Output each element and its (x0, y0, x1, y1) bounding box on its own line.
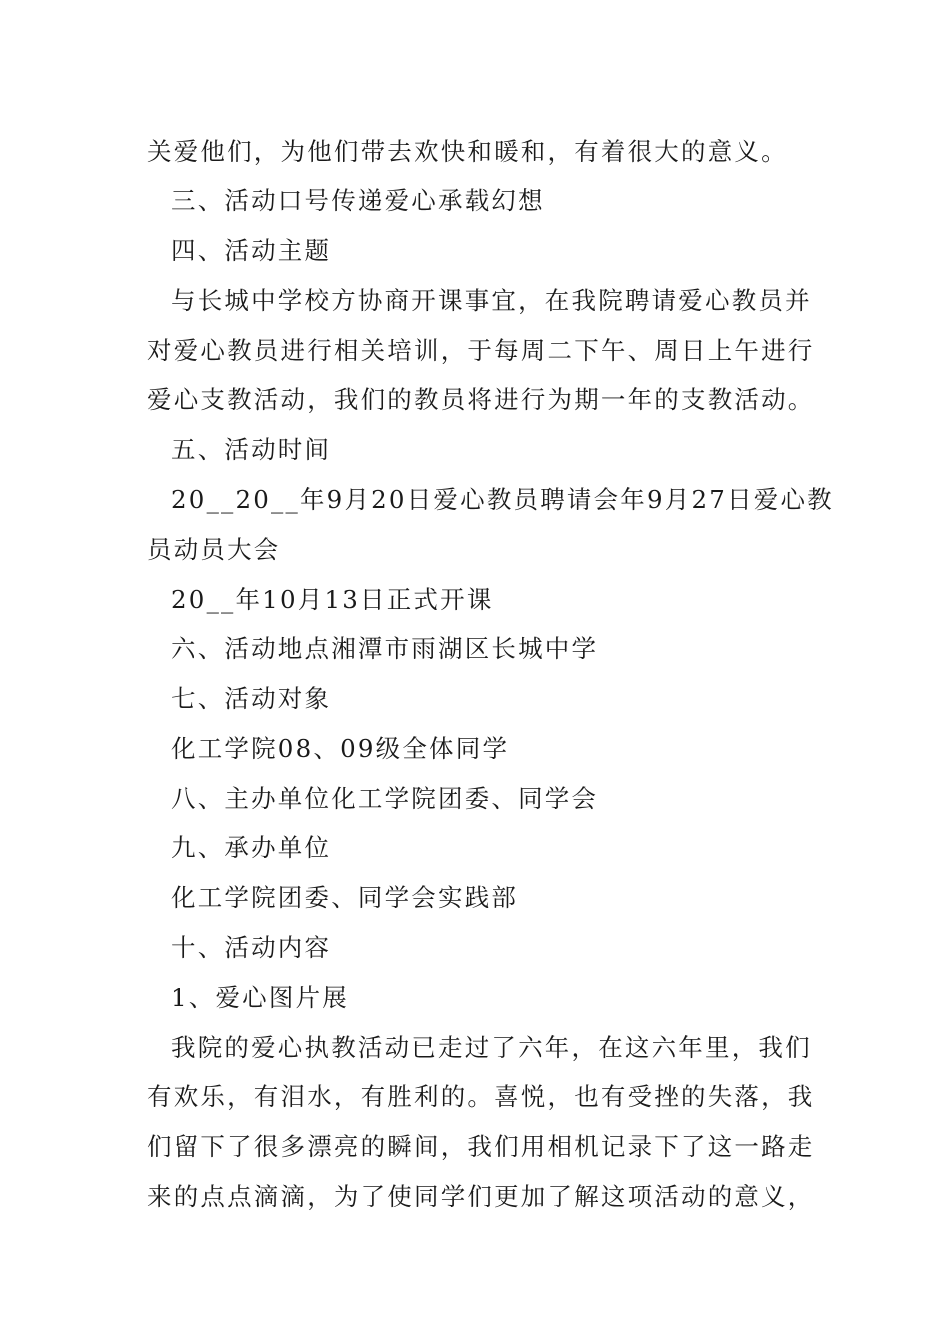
paragraph-line: 与长城中学校方协商开课事宜，在我院聘请爱心教员并 (171, 286, 812, 315)
paragraph-line: 对爱心教员进行相关培训，于每周二下午、周日上午进行 (147, 336, 815, 365)
section-heading-undertaker: 九、承办单位 (171, 833, 332, 862)
section-heading-time: 五、活动时间 (171, 435, 332, 464)
paragraph-line: 有欢乐，有泪水，有胜利的。喜悦，也有受挫的失落，我 (147, 1082, 815, 1111)
paragraph-line: 化工学院团委、同学会实践部 (171, 883, 519, 912)
paragraph-line: 爱心支教活动，我们的教员将进行为期一年的支教活动。 (147, 385, 815, 414)
paragraph-line: 关爱他们，为他们带去欢快和暖和，有着很大的意义。 (147, 137, 788, 166)
section-heading-audience: 七、活动对象 (171, 684, 332, 713)
section-heading-location: 六、活动地点湘潭市雨湖区长城中学 (171, 634, 599, 663)
paragraph-line: 化工学院08、09级全体同学 (171, 734, 510, 763)
section-heading-theme: 四、活动主题 (171, 236, 332, 265)
subsection-heading: 1、爱心图片展 (171, 983, 349, 1012)
section-heading-organizer: 八、主办单位化工学院团委、同学会 (171, 784, 599, 813)
section-heading-content: 十、活动内容 (171, 933, 332, 962)
paragraph-line: 20__年10月13日正式开课 (171, 585, 494, 614)
paragraph-line: 员动员大会 (147, 535, 281, 564)
paragraph-line: 们留下了很多漂亮的瞬间，我们用相机记录下了这一路走 (147, 1132, 815, 1161)
paragraph-line: 20__20__年9月20日爱心教员聘请会年9月27日爱心教 (171, 485, 834, 514)
paragraph-line: 我院的爱心执教活动已走过了六年，在这六年里，我们 (171, 1033, 812, 1062)
section-heading-slogan: 三、活动口号传递爱心承载幻想 (171, 186, 545, 215)
paragraph-line: 来的点点滴滴，为了使同学们更加了解这项活动的意义， (147, 1182, 815, 1211)
